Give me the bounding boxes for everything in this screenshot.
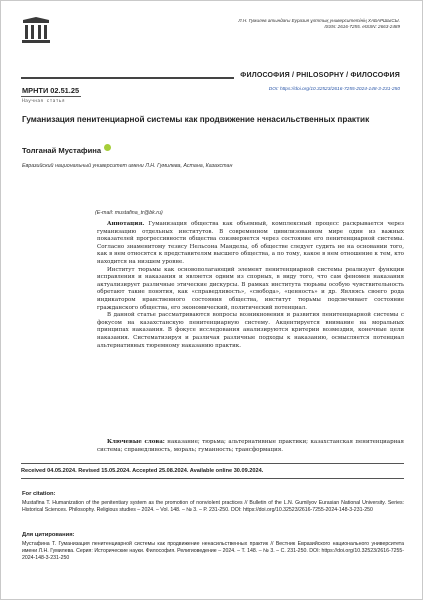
author-affiliation: Евразийский национальный университет имени Л.Н. Гумилева, Астана, Казахстан [22, 163, 233, 169]
section-label: ФИЛОСОФИЯ / PHILOSOPHY / ФИЛОСОФИЯ [234, 72, 400, 79]
article-type: Научная статья [22, 99, 65, 104]
journal-name: Л.Н. Гумилев атындағы Еуразия ұлттық университетінің ХАБАРШЫСЫ. [238, 18, 400, 23]
orcid-icon[interactable] [104, 144, 111, 151]
keywords-label: Ключевые слова: [107, 439, 165, 445]
citation-ru-heading: Для цитирования: [22, 532, 75, 538]
abstract-paragraph-3: В данной статье рассматриваются вопросы возникновения и развития пенитенциарной системы с фокусом на казахстанскую пенитенциарную систему. Акцентируется внимание на моральных принципах наказания. В фокусе исследования анализируются критерии возмездия, конечные цели наказания. Систематизируя и различая различные подходы к наказанию, осмысляется потенциал альтернативных тюремному наказанию практик. [97, 312, 404, 349]
keywords-text: наказание; тюрьма; альтернативные практики; казахстанская пенитенциарная система; справедливость, мораль; гуманность; трансформация. [97, 439, 405, 453]
abstract-label: Аннотация. [107, 221, 145, 227]
keywords [97, 439, 404, 454]
mrnti-code: МРНТИ 02.51.25 [22, 86, 80, 95]
citation-ru-text: Мустафина Т. Гуманизация пенитенциарной системы как продвижение ненасильственных практик // Вестник Евразийского национального университета имени Л.Н. Гумилева. Серия: Исторические науки. Философия. Религиоведение – 2024. – Т. 148. – № 3. – С. 231-250. DOI: https://doi.org/10.32523/2616-7255-2024-148-3-231-250 [22, 541, 404, 561]
article-title: Гуманизация пенитенциарной системы как продвижение ненасильственных практик [22, 115, 370, 124]
abstract-paragraph-2: Институт тюрьмы как основополагающий элемент пенитенциарной системы реализует функции исправления и наказания и является одним из спорных, в виду того, что сам феномен наказания актуализирует различные этические дискурсы. В рамках института тюрьмы особую чувствительность обретают такие понятия, как «справедливость», «свобода», «ценность» и др. Являясь своего рода индикатором нравственного состояния общества, институт тюрьмы подсвечивает состояние гражданского общества, его экономический, политический потенциал. [97, 266, 404, 311]
publication-dates: Received 04.05.2024. Revised 15.05.2024. Accepted 25.08.2024. Available online 30.09.2024. [21, 463, 404, 479]
mrnti-underline [21, 96, 81, 97]
section-header [21, 73, 400, 82]
journal-issn: ISSN: 2616-7255. eISSN: 2663-2489 [324, 24, 400, 30]
doi-link[interactable]: DOI: https://doi.org/10.32523/2616-7255-2024-148-3-231-250 [268, 87, 400, 92]
author-name: Толганай Мустафина [22, 146, 102, 155]
abstract-paragraph-1 [97, 221, 404, 267]
abstract [97, 221, 404, 350]
university-logo-icon [21, 17, 51, 45]
citation-en-text: Mustafina T. Humanization of the penitentiary system as the promotion of nonviolent practices // Bulletin of the L.N. Gumilyov Eurasian National University. Series: Historical Sciences. Philosophy. Religious studies – 2024. – Vol. 148. – № 3. – P. 231-250. DOI: https://doi.org/10.32523/2616-7255-2024-148-3-231-250 [22, 500, 404, 513]
author-email[interactable]: (E-mail: mustafina_tr@bk.ru) [95, 210, 163, 216]
abstract-text-1: Гуманизация общества как объемный, комплексный процесс раскрывается через гуманизацию отдельных институтов. В современном цивилизованном мире один из важных показателей прогрессивности общества соизмеряется через состояние его пенитенциарной системы. Согласно знаменитому тезису Нельсона Манделы, об обществе следует судить не на основании того, как в нем относятся к представителям высшего общества, а по тому, какое в нем отношение к тем, кто находится на низшем уровне. [97, 221, 405, 265]
citation-en-heading: For citation: [22, 491, 56, 497]
author-block [22, 144, 111, 155]
journal-info [140, 18, 400, 30]
